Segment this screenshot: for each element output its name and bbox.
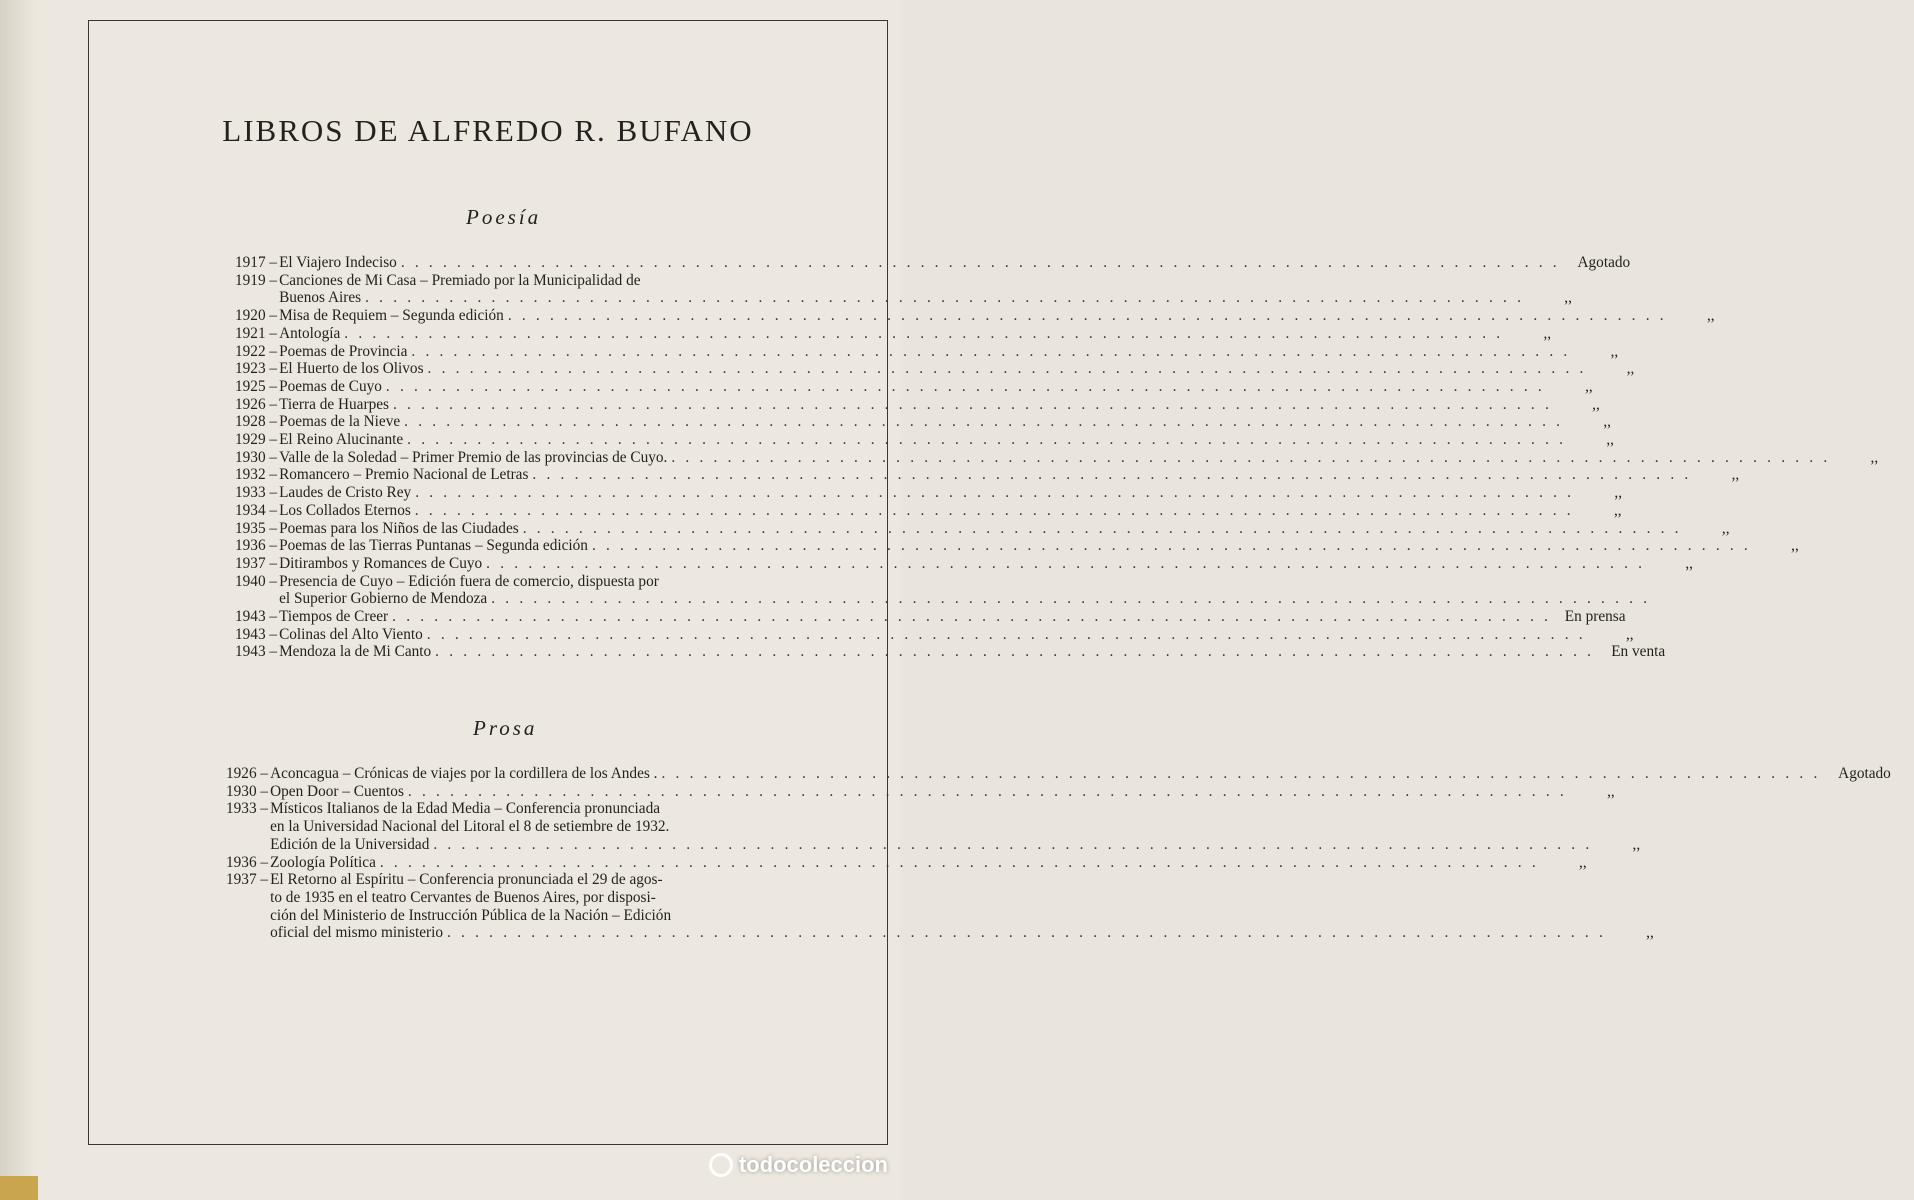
dot-leader (403, 431, 1566, 449)
entry-description (277, 537, 1751, 555)
entry-line-text: Colinas del Alto Viento (279, 625, 423, 643)
entry-line-text: Mendoza la de Mi Canto (279, 643, 432, 661)
entry-description (277, 431, 1566, 449)
entry-line-text: Valle de la Soledad – Primer Premio de las provincias de Cuyo. (279, 448, 668, 466)
book-entry (226, 871, 1654, 942)
entry-line (277, 289, 1524, 307)
entry-year: 1921 – (235, 324, 278, 342)
entry-line-text: Laudes de Cristo Rey (279, 484, 412, 502)
entry-status: ,, (1603, 413, 1611, 431)
book-spine (0, 0, 38, 1200)
entry-line (277, 396, 1552, 414)
entry-description (277, 466, 1691, 484)
dot-leader (404, 783, 1567, 801)
entry-year: 1926 – (235, 395, 278, 413)
book-entry (235, 431, 1614, 449)
watermark (709, 1152, 888, 1178)
entry-description (268, 800, 1592, 853)
entry-year: 1935 – (235, 519, 278, 537)
entry-line-text: El Reino Alucinante (279, 431, 404, 449)
book-entry (235, 643, 1666, 661)
dot-leader (411, 502, 1574, 520)
book-entry (226, 800, 1641, 853)
book-entry (235, 625, 1634, 644)
entry-year: 1943 – (235, 625, 278, 643)
entry-status: ,, (1607, 782, 1615, 800)
entry-line-text: en la Universidad Nacional del Litoral el 8 de setiembre de 1932. (270, 818, 670, 836)
entry-description (277, 378, 1545, 396)
entry-status: ,, (1610, 342, 1619, 360)
entry-year: 1943 – (235, 643, 278, 661)
book-entry (235, 501, 1622, 520)
entry-line-text: Tiempos de Creer (279, 608, 389, 626)
entry-line-text: Poemas para los Niños de las Ciudades (279, 519, 519, 537)
dot-leader (388, 608, 1551, 626)
prosa-book-list (226, 765, 1891, 942)
entry-description (268, 854, 1539, 872)
entry-line-text: Poemas de la Nieve (279, 413, 401, 431)
entry-status: ,, (1632, 835, 1641, 853)
entry-line-text: Poemas de Provincia (279, 342, 408, 360)
dot-leader (528, 466, 1691, 484)
entry-description (277, 449, 1830, 467)
entry-description (277, 626, 1586, 644)
dot-leader (424, 360, 1587, 378)
dot-leader (429, 836, 1592, 854)
entry-line-text: Buenos Aires (279, 289, 362, 307)
entry-description (277, 643, 1594, 661)
entry-status: En venta (1611, 643, 1666, 661)
entry-line (277, 378, 1545, 396)
entry-year: 1917 – (235, 254, 278, 271)
dot-leader (482, 555, 1645, 573)
entry-description (277, 608, 1551, 626)
entry-description (277, 573, 1650, 608)
entry-line (277, 520, 1682, 538)
entry-status: ,, (1721, 519, 1730, 537)
entry-year: 1934 – (235, 501, 278, 519)
entry-line-text: Poemas de Cuyo (279, 377, 382, 395)
book-entry (226, 853, 1587, 872)
entry-line-text: Canciones de Mi Casa – Premiado por la Municipalidad de (279, 271, 641, 289)
entry-line (268, 924, 1606, 942)
dot-leader (397, 254, 1560, 272)
entry-line-text: oficial del mismo ministerio (270, 924, 443, 942)
entry-description (268, 783, 1567, 801)
entry-status: ,, (1706, 307, 1715, 325)
entry-status: ,, (1585, 377, 1593, 395)
dot-leader (667, 449, 1830, 467)
entry-line (277, 449, 1830, 467)
entry-line (277, 626, 1586, 644)
entry-status: ,, (1685, 554, 1693, 572)
entry-year: 1928 – (235, 413, 278, 431)
entry-line (268, 836, 1592, 854)
entry-year: 1936 – (226, 853, 269, 871)
entry-line (277, 343, 1570, 361)
entry-year: 1932 – (235, 466, 278, 484)
book-entry (235, 395, 1600, 414)
book-entry (235, 413, 1611, 431)
entry-line (277, 466, 1691, 484)
book-entry (235, 448, 1879, 467)
entry-line (277, 573, 1650, 591)
entry-line (268, 765, 1820, 783)
entry-line-text: Open Door – Cuentos (270, 782, 404, 800)
dot-leader (389, 396, 1552, 414)
entry-status: ,, (1543, 324, 1552, 342)
entry-line (277, 360, 1586, 378)
entry-description (277, 484, 1574, 502)
entry-status: Agotado (1577, 254, 1631, 271)
entry-line-text: Edición de la Universidad (270, 835, 430, 853)
book-entry (235, 360, 1635, 378)
entry-status: En prensa (1564, 608, 1626, 626)
entry-line-text: el Superior Gobierno de Mendoza (279, 590, 488, 608)
entry-line (277, 537, 1751, 555)
entry-line (277, 272, 1524, 290)
book-spine-edge (0, 1176, 40, 1200)
entry-line (277, 608, 1551, 626)
book-entry (235, 608, 1626, 626)
book-entry (235, 254, 1631, 272)
entry-line (268, 871, 1606, 889)
book-entry (235, 519, 1730, 538)
entry-status: ,, (1614, 484, 1623, 502)
entry-year: 1933 – (235, 484, 278, 502)
entry-year: 1926 – (226, 765, 269, 782)
entry-year: 1937 – (226, 871, 269, 889)
entry-year: 1929 – (235, 431, 278, 449)
watermark-text: todocoleccion (738, 1152, 888, 1177)
entry-year: 1940 – (235, 572, 278, 590)
entry-line-text: El Viajero Indeciso (279, 254, 397, 271)
entry-line (277, 254, 1560, 272)
entry-description (268, 765, 1820, 783)
dot-leader (504, 307, 1667, 325)
entry-line (268, 818, 1592, 836)
book-entry (226, 765, 1891, 783)
entry-description (277, 413, 1563, 431)
entry-description (277, 396, 1552, 414)
entry-line-text: Místicos Italianos de la Edad Media – Conferencia pronunciada (270, 800, 661, 818)
entry-line-text: Tierra de Huarpes (279, 395, 389, 413)
dot-leader (657, 765, 1820, 783)
entry-line (277, 502, 1574, 520)
entry-status: ,, (1606, 431, 1614, 449)
entry-line (277, 555, 1645, 573)
entry-line-text: El Huerto de los Olivos (279, 360, 424, 378)
entry-status: ,, (1791, 537, 1799, 555)
entry-status: Agotado (1838, 765, 1891, 782)
entry-description (277, 520, 1682, 538)
dot-leader (407, 343, 1570, 361)
entry-year: 1925 – (235, 377, 278, 395)
entry-line (277, 590, 1650, 608)
entry-description (277, 502, 1574, 520)
entry-status: ,, (1731, 466, 1740, 484)
dot-leader (487, 590, 1650, 608)
dot-leader (400, 413, 1563, 431)
entry-line-text: Poemas de las Tierras Puntanas – Segunda edición (279, 537, 588, 555)
dot-leader (519, 520, 1682, 538)
entry-line-text: Ditirambos y Romances de Cuyo (279, 554, 483, 572)
watermark-logo-icon (709, 1153, 733, 1177)
entry-status: ,, (1625, 625, 1634, 643)
entry-line (277, 307, 1667, 325)
entry-year: 1943 – (235, 608, 278, 626)
entry-description (277, 555, 1645, 573)
book-entry (235, 324, 1552, 343)
book-entry (235, 466, 1740, 484)
entry-line-text: ción del Ministerio de Instrucción Pública de la Nación – Edición (270, 906, 672, 924)
entry-status: ,, (1870, 448, 1879, 466)
entry-year: 1919 – (235, 271, 278, 289)
entry-line-text: Romancero – Premio Nacional de Letras (279, 466, 529, 484)
entry-year: 1930 – (235, 448, 278, 466)
entry-line (277, 413, 1563, 431)
book-entry (235, 484, 1623, 502)
entry-description (277, 360, 1586, 378)
entry-line (277, 643, 1594, 661)
dot-leader (423, 626, 1586, 644)
book-entry (226, 782, 1615, 801)
entry-description (277, 307, 1667, 325)
entry-line-text: Zoología Política (270, 853, 376, 871)
entry-year: 1922 – (235, 342, 278, 360)
entry-status: ,, (1646, 924, 1654, 942)
dot-leader (443, 924, 1606, 942)
entry-line (277, 325, 1503, 343)
entry-description (277, 325, 1503, 343)
entry-description (277, 254, 1560, 272)
book-entry (235, 271, 1572, 307)
entry-year: 1930 – (226, 782, 269, 800)
entry-status: ,, (1626, 360, 1635, 378)
entry-line-text: El Retorno al Espíritu – Conferencia pronunciada el 29 de agos- (270, 871, 663, 889)
section-heading-poesia: Poesía (466, 205, 542, 229)
entry-line (268, 889, 1606, 907)
entry-line (277, 431, 1566, 449)
book-entry (235, 342, 1619, 361)
entry-line (268, 783, 1567, 801)
entry-description (277, 343, 1570, 361)
dot-leader (361, 289, 1524, 307)
poesia-book-list (235, 254, 1879, 661)
dot-leader (411, 484, 1574, 502)
entry-description (277, 272, 1524, 307)
entry-line (268, 800, 1592, 818)
entry-line-text: Misa de Requiem – Segunda edición (279, 307, 504, 325)
entry-line-text: Antología (279, 324, 341, 342)
entry-line (268, 854, 1539, 872)
dot-leader (376, 854, 1539, 872)
book-entry (235, 377, 1593, 396)
entry-line-text: Los Collados Eternos (279, 501, 411, 519)
entry-description (268, 871, 1606, 942)
entry-year: 1933 – (226, 800, 269, 818)
book-entry (235, 554, 1693, 573)
dot-leader (431, 643, 1594, 661)
entry-status: ,, (1592, 395, 1600, 413)
page-title: LIBROS DE ALFREDO R. BUFANO (222, 113, 754, 148)
entry-year: 1920 – (235, 307, 278, 325)
entry-year: 1937 – (235, 554, 278, 572)
entry-line (268, 907, 1606, 925)
entry-status: ,, (1564, 289, 1572, 307)
entry-line-text: to de 1935 en el teatro Cervantes de Buenos Aires, por disposi- (270, 888, 656, 906)
section-heading-prosa: Prosa (473, 716, 538, 740)
book-entry (235, 307, 1715, 325)
entry-year: 1923 – (235, 360, 278, 378)
book-entry (235, 537, 1799, 555)
book-entry (235, 573, 780, 608)
entry-status: ,, (1579, 853, 1587, 871)
entry-status: ,, (1613, 501, 1622, 519)
entry-line-text: Aconcagua – Crónicas de viajes por la cordillera de los Andes . (270, 765, 658, 782)
dot-leader (382, 378, 1545, 396)
dot-leader (588, 537, 1751, 555)
entry-line (277, 484, 1574, 502)
entry-year: 1936 – (235, 537, 278, 555)
dot-leader (340, 325, 1503, 343)
entry-line-text: Presencia de Cuyo – Edición fuera de comercio, dispuesta por (279, 572, 659, 590)
